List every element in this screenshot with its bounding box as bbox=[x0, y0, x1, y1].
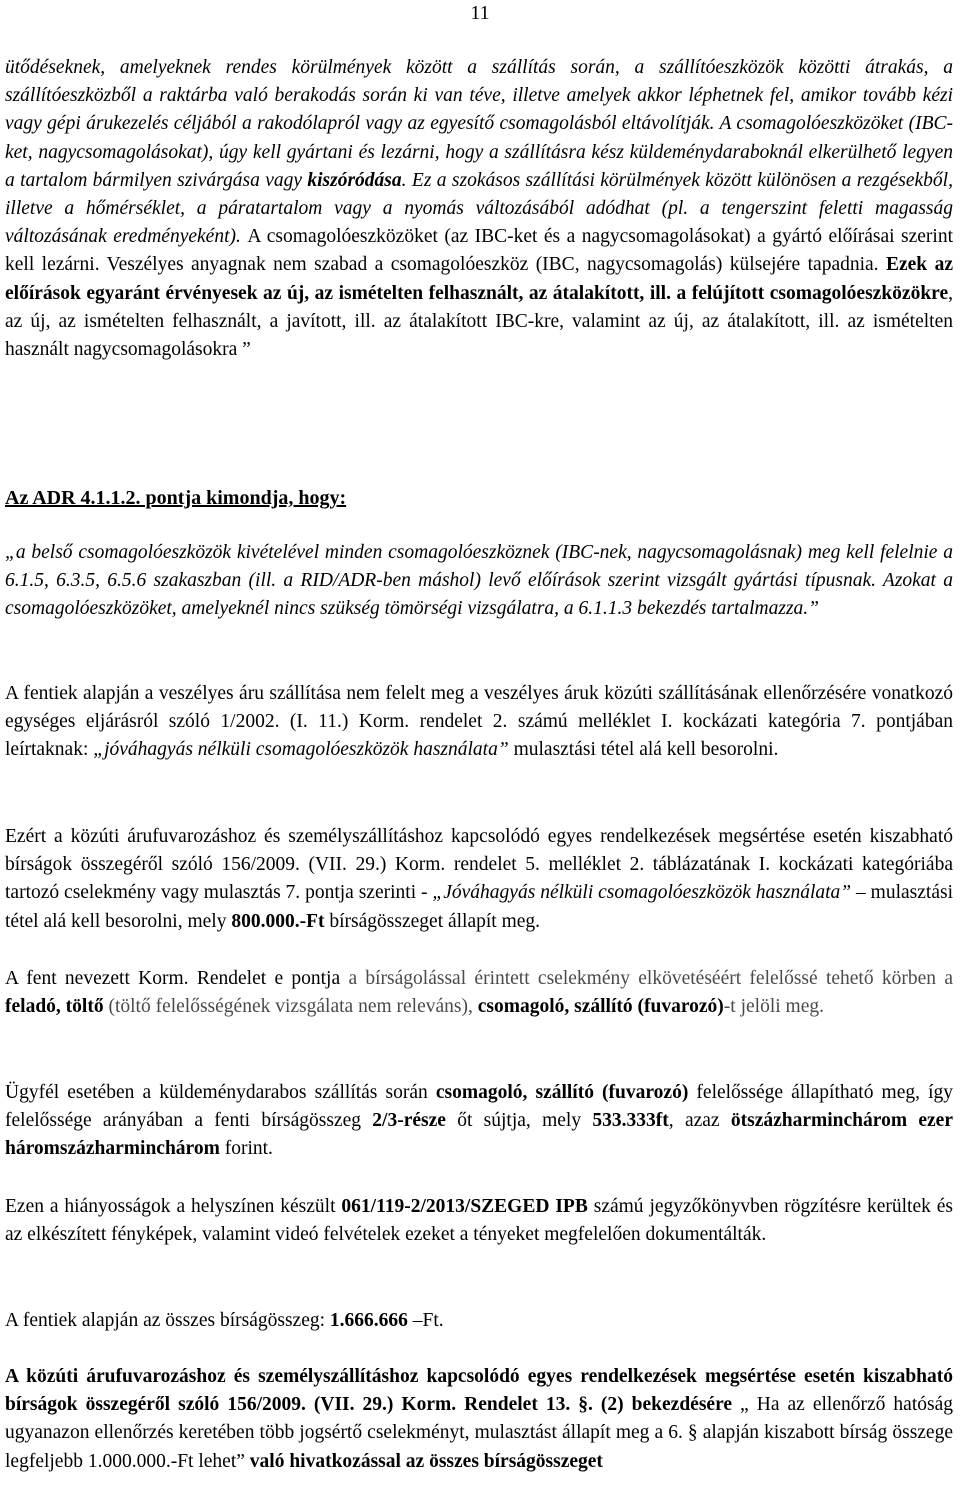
text-segment: , az új, az ismételten felhasznált, a javított, ill. az átalakított IBC-kre, valamint az új, az átalakított, ill. az ismételten használt nagycsomagolásokra ” bbox=[5, 282, 953, 361]
paragraph-violation bbox=[5, 680, 953, 765]
text-bold: 1.666.666 bbox=[329, 1310, 408, 1331]
text-italic: „jóváhagyás nélküli csomagolóeszközök használata” bbox=[93, 739, 509, 761]
text-segment: A fent nevezett Korm. Rendelet e pontja bbox=[5, 968, 349, 989]
text-bold: 061/119-2/2013/SZEGED IPB bbox=[341, 1196, 588, 1217]
text-bold: A közúti árufuvarozáshoz és személyszállításhoz kapcsolódó egyes rendelkezések megsértése esetén kiszabható bírságok összegéről szóló 156/2009. (VII. 29.) Korm. Rendelet 13. §. (2) bekezdésére bbox=[5, 1366, 953, 1416]
text-segment: bírságösszeget állapít meg. bbox=[324, 910, 541, 932]
text-segment: – mulasztási tétel alá kell besorolni, mely bbox=[5, 882, 953, 932]
paragraph-responsible-parties bbox=[5, 965, 953, 1021]
text-bold: 2/3-része bbox=[372, 1110, 446, 1132]
text-bold: való hivatkozással az összes bírságösszeget bbox=[249, 1450, 603, 1472]
text-segment: (töltő felelősségének vizsgálata nem releváns), bbox=[103, 996, 478, 1018]
text-segment: Ezen a hiányosságok a helyszínen készült bbox=[5, 1196, 342, 1217]
text-segment: -t jelöli meg. bbox=[723, 996, 824, 1018]
text-bold: 800.000.-Ft bbox=[231, 910, 325, 932]
paragraph-adr-quote: „a belső csomagolóeszközök kivételével minden csomagolóeszköznek (IBC-nek, nagycsomagolásnak) meg kell felelnie a 6.1.5, 6.3.5, 6.5.6 szakaszban (ill. a RID/ADR-ben máshol) levő előírások szerint vizsgált gyártási típusnak. Azokat a csomagolóeszközöket, amelyeknél nincs szükség tömörségi vizsgálatra, a 6.1.1.3 bekezdés tartalmazza.” bbox=[5, 542, 953, 620]
text-segment: felelőssége állapítható meg, így felelőssége arányában a fenti bírságösszeg bbox=[5, 1082, 953, 1132]
paragraph-packaging-requirements bbox=[5, 54, 953, 364]
text-bold: 533.333ft bbox=[592, 1110, 669, 1132]
text-bold: feladó, töltő bbox=[5, 996, 104, 1018]
text-segment: A fentiek alapján az összes bírságösszeg: bbox=[5, 1310, 330, 1331]
text-segment: számú jegyzőkönyvben rögzítésre kerültek és az elkészített fényképek, valamint videó felvételek ezeket a tényeket megfelelően dokumentálták. bbox=[5, 1196, 953, 1246]
text-segment: mulasztási tétel alá kell besorolni. bbox=[508, 739, 779, 761]
paragraph-fine-category bbox=[5, 823, 953, 936]
text-bold: Ezek az előírások egyaránt érvényesek az új, az ismételten felhasznált, az átalakított, ill. a felújított csomagolóeszközökre bbox=[5, 254, 953, 304]
text-segment: , azaz bbox=[668, 1110, 731, 1132]
text-segment: Ezért a közúti árufuvarozáshoz és személyszállításhoz kapcsolódó egyes rendelkezések megsértése esetén kiszabható bírságok összegéről szóló 156/2009. (VII. 29.) Korm. rendelet 5. melléklet 2. táblázatának I. kockázati kategóriába tartozó cselekmény vagy mulasztás 7. pontja szerinti - bbox=[5, 826, 953, 904]
text-segment: „ Ha az ellenőrző hatóság ugyanazon ellenőrzés keretében több jogsértő cselekményt, mulasztást állapít meg a 6. § alapján kiszabott bírság összege legfeljebb 1.000.000.-Ft lehet” bbox=[5, 1394, 953, 1472]
text-segment: forint. bbox=[219, 1138, 273, 1160]
section-heading: Az ADR 4.1.1.2. pontja kimondja, hogy: bbox=[5, 487, 347, 509]
text-bold: csomagoló, szállító (fuvarozó) bbox=[435, 1082, 689, 1103]
text-segment: Ügyfél esetében a küldeménydarabos szállítás során bbox=[5, 1082, 436, 1103]
text-segment: őt sújtja, mely bbox=[445, 1110, 593, 1132]
text-bold: kiszóródása bbox=[307, 169, 402, 191]
text-italic: „Jóváhagyás nélküli csomagolóeszközök használata” bbox=[432, 882, 852, 904]
text-segment: . Ez a szokásos szállítási körülmények között különösen a rezgésekből, illetve a hőmérséklet, a páratartalom vagy a nyomás változásából adódhat (pl. a tengerszint feletti magasság változásának eredményeként). bbox=[5, 169, 953, 248]
text-bold: ötszázharminchárom ezer háromszázharminchárom bbox=[5, 1110, 953, 1160]
page-number: 11 bbox=[470, 2, 490, 24]
paragraph-total-fine bbox=[5, 1307, 953, 1335]
text-segment: a bírságolással érintett cselekmény elkövetéséért felelőssé tehető körben a bbox=[348, 968, 953, 989]
text-segment: –Ft. bbox=[407, 1310, 444, 1331]
paragraph-fine-cap bbox=[5, 1363, 953, 1476]
text-segment: A fentiek alapján a veszélyes áru szállítása nem felelt meg a veszélyes áruk közúti szállításának ellenőrzésére vonatkozó egységes eljárásról szóló 1/2002. (I. 11.) Korm. rendelet 2. számú melléklet I. kockázati kategória 7. pontjában leírtaknak: bbox=[5, 683, 953, 761]
text-segment: ütődéseknek, amelyeknek rendes körülmények között a szállítás során, a szállítóeszközök közötti átrakás, a szállítóeszközből a raktárba való berakodás során ki van téve, illetve amelyek akkor léphetnek fel, amikor tovább kézi vagy gépi árukezelés céljából a rakodólapról vagy az egyesítő csomagolásból eltávolítják. A csomagolóeszközöket (IBC-ket, nagycsomagolásokat), úgy kell gyártani és lezárni, hogy a szállításra kész küldeménydaraboknál elkerülhető legyen a tartalom bármilyen szivárgása vagy bbox=[5, 57, 953, 191]
text-bold: csomagoló, szállító (fuvarozó) bbox=[477, 996, 724, 1018]
text-segment: A csomagolóeszközöket (az IBC-ket és a nagycsomagolásokat) a gyártó előírásai szerint kell lezárni. Veszélyes anyagnak nem szabad a csomagolóeszköz (IBC, nagycsomagolás) külsejére tapadnia. bbox=[5, 226, 953, 276]
paragraph-protocol bbox=[5, 1193, 953, 1249]
paragraph-client-liability bbox=[5, 1079, 953, 1164]
